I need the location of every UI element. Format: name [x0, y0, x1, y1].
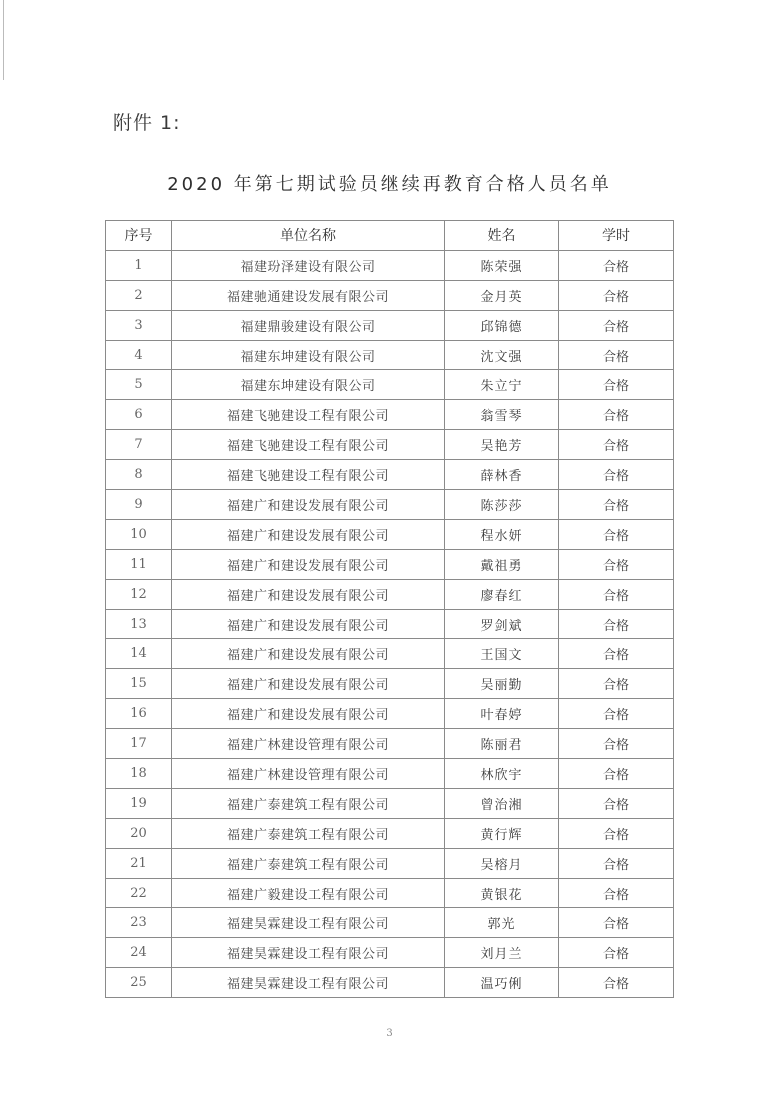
row-hours: 合格: [559, 549, 674, 579]
table-row: [106, 280, 674, 310]
table-row: [106, 729, 674, 759]
row-unit-name: 福建广林建设管理有限公司: [172, 759, 445, 789]
row-person-name: 林欣宇: [445, 759, 559, 789]
table-row: [106, 699, 674, 729]
row-hours: 合格: [559, 968, 674, 998]
row-hours: 合格: [559, 908, 674, 938]
header-hours: 学时: [559, 221, 674, 251]
row-hours: 合格: [559, 669, 674, 699]
row-person-name: 黄银花: [445, 878, 559, 908]
row-person-name: 陈莎莎: [445, 490, 559, 520]
table-row: [106, 908, 674, 938]
row-unit-name: 福建昊霖建设工程有限公司: [172, 908, 445, 938]
row-index: 22: [106, 878, 172, 908]
row-index: 12: [106, 579, 172, 609]
table-row: [106, 759, 674, 789]
row-unit-name: 福建广和建设发展有限公司: [172, 609, 445, 639]
row-person-name: 朱立宁: [445, 370, 559, 400]
row-person-name: 叶春婷: [445, 699, 559, 729]
row-hours: 合格: [559, 370, 674, 400]
row-unit-name: 福建广林建设管理有限公司: [172, 729, 445, 759]
row-index: 8: [106, 460, 172, 490]
table-row: [106, 639, 674, 669]
row-hours: 合格: [559, 699, 674, 729]
row-person-name: 邱锦德: [445, 310, 559, 340]
row-person-name: 吴艳芳: [445, 430, 559, 460]
row-index: 18: [106, 759, 172, 789]
row-unit-name: 福建广泰建筑工程有限公司: [172, 818, 445, 848]
row-unit-name: 福建广和建设发展有限公司: [172, 579, 445, 609]
row-index: 10: [106, 519, 172, 549]
row-unit-name: 福建广泰建筑工程有限公司: [172, 788, 445, 818]
qualified-personnel-table: [105, 220, 674, 998]
row-person-name: 刘月兰: [445, 938, 559, 968]
row-unit-name: 福建鼎骏建设有限公司: [172, 310, 445, 340]
row-hours: 合格: [559, 430, 674, 460]
row-index: 16: [106, 699, 172, 729]
table-row: [106, 400, 674, 430]
row-index: 24: [106, 938, 172, 968]
row-person-name: 金月英: [445, 280, 559, 310]
table-row: [106, 460, 674, 490]
header-name: 姓名: [445, 221, 559, 251]
row-person-name: 程水妍: [445, 519, 559, 549]
row-index: 5: [106, 370, 172, 400]
row-hours: 合格: [559, 490, 674, 520]
row-index: 13: [106, 609, 172, 639]
row-hours: 合格: [559, 759, 674, 789]
table-body: [106, 250, 674, 997]
document-title: 2020 年第七期试验员继续再教育合格人员名单: [167, 174, 612, 195]
row-index: 20: [106, 818, 172, 848]
row-person-name: 罗剑斌: [445, 609, 559, 639]
row-unit-name: 福建飞驰建设工程有限公司: [172, 460, 445, 490]
row-unit-name: 福建广泰建筑工程有限公司: [172, 848, 445, 878]
header-unit: 单位名称: [172, 221, 445, 251]
table-row: [106, 669, 674, 699]
row-unit-name: 福建飞驰建设工程有限公司: [172, 430, 445, 460]
row-unit-name: 福建广和建设发展有限公司: [172, 519, 445, 549]
scan-edge-mark: [3, 0, 4, 80]
row-index: 11: [106, 549, 172, 579]
row-unit-name: 福建飞驰建设工程有限公司: [172, 400, 445, 430]
table-row: [106, 609, 674, 639]
row-index: 14: [106, 639, 172, 669]
row-person-name: 翁雪琴: [445, 400, 559, 430]
row-index: 4: [106, 340, 172, 370]
row-index: 23: [106, 908, 172, 938]
row-index: 2: [106, 280, 172, 310]
row-person-name: 曾治湘: [445, 788, 559, 818]
row-hours: 合格: [559, 460, 674, 490]
row-hours: 合格: [559, 639, 674, 669]
attachment-label: 附件 1:: [113, 112, 181, 134]
row-hours: 合格: [559, 400, 674, 430]
table-header-row: [106, 221, 674, 251]
table-row: [106, 549, 674, 579]
table-row: [106, 490, 674, 520]
row-hours: 合格: [559, 818, 674, 848]
table-row: [106, 938, 674, 968]
table-row: [106, 370, 674, 400]
row-person-name: 温巧俐: [445, 968, 559, 998]
row-unit-name: 福建昊霖建设工程有限公司: [172, 938, 445, 968]
row-person-name: 陈荣强: [445, 250, 559, 280]
row-hours: 合格: [559, 878, 674, 908]
row-person-name: 吴丽勤: [445, 669, 559, 699]
row-person-name: 王国文: [445, 639, 559, 669]
row-person-name: 吴榕月: [445, 848, 559, 878]
row-index: 19: [106, 788, 172, 818]
row-unit-name: 福建广和建设发展有限公司: [172, 639, 445, 669]
row-unit-name: 福建广和建设发展有限公司: [172, 490, 445, 520]
row-unit-name: 福建玢泽建设有限公司: [172, 250, 445, 280]
row-hours: 合格: [559, 340, 674, 370]
row-person-name: 沈文强: [445, 340, 559, 370]
table-row: [106, 788, 674, 818]
table-row: [106, 340, 674, 370]
row-unit-name: 福建广和建设发展有限公司: [172, 549, 445, 579]
row-hours: 合格: [559, 938, 674, 968]
row-person-name: 薛林香: [445, 460, 559, 490]
table-row: [106, 968, 674, 998]
row-index: 1: [106, 250, 172, 280]
table-row: [106, 818, 674, 848]
row-unit-name: 福建广毅建设工程有限公司: [172, 878, 445, 908]
row-unit-name: 福建广和建设发展有限公司: [172, 699, 445, 729]
row-person-name: 廖春红: [445, 579, 559, 609]
row-index: 9: [106, 490, 172, 520]
row-index: 3: [106, 310, 172, 340]
table-row: [106, 878, 674, 908]
row-hours: 合格: [559, 609, 674, 639]
row-hours: 合格: [559, 788, 674, 818]
header-index: 序号: [106, 221, 172, 251]
row-hours: 合格: [559, 579, 674, 609]
row-person-name: 郭光: [445, 908, 559, 938]
table-row: [106, 250, 674, 280]
row-index: 7: [106, 430, 172, 460]
row-hours: 合格: [559, 250, 674, 280]
row-index: 21: [106, 848, 172, 878]
row-unit-name: 福建昊霖建设工程有限公司: [172, 968, 445, 998]
row-hours: 合格: [559, 310, 674, 340]
row-person-name: 黄行辉: [445, 818, 559, 848]
table-row: [106, 430, 674, 460]
page-number: 3: [386, 1028, 393, 1039]
table-row: [106, 848, 674, 878]
row-hours: 合格: [559, 280, 674, 310]
row-unit-name: 福建东坤建设有限公司: [172, 340, 445, 370]
row-unit-name: 福建驰通建设发展有限公司: [172, 280, 445, 310]
row-index: 6: [106, 400, 172, 430]
table-row: [106, 310, 674, 340]
row-index: 25: [106, 968, 172, 998]
row-person-name: 戴祖勇: [445, 549, 559, 579]
table-row: [106, 579, 674, 609]
row-unit-name: 福建广和建设发展有限公司: [172, 669, 445, 699]
row-index: 17: [106, 729, 172, 759]
table-row: [106, 519, 674, 549]
row-index: 15: [106, 669, 172, 699]
row-hours: 合格: [559, 519, 674, 549]
row-hours: 合格: [559, 848, 674, 878]
row-person-name: 陈丽君: [445, 729, 559, 759]
row-unit-name: 福建东坤建设有限公司: [172, 370, 445, 400]
row-hours: 合格: [559, 729, 674, 759]
